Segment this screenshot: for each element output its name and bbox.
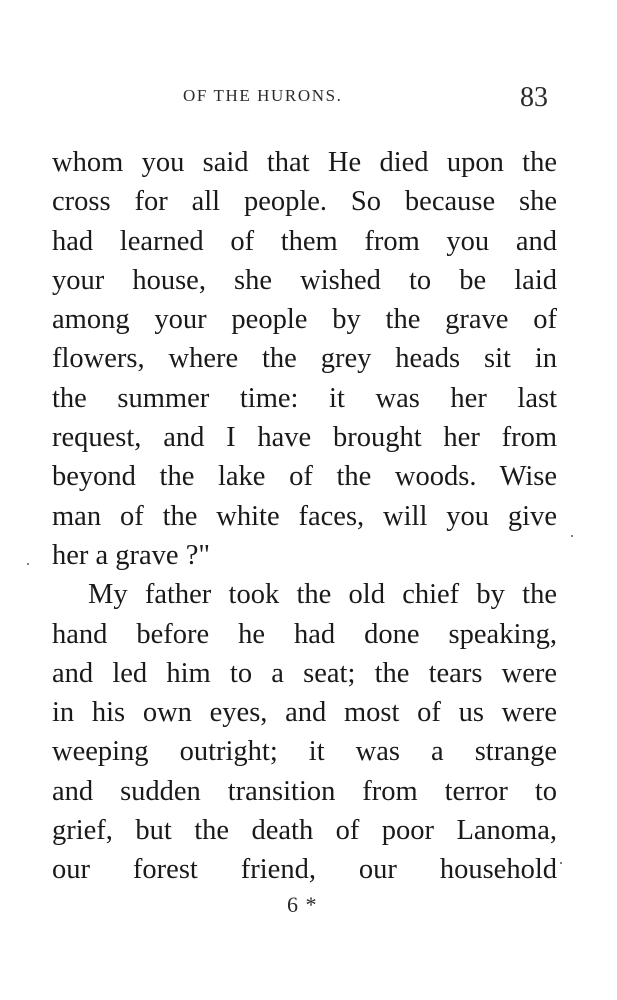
text-line: whom you said that He died upon the — [52, 147, 557, 178]
text-line: and led him to a seat; the tears were — [52, 657, 557, 689]
text-line: grief, but the death of poor Lanoma, — [52, 815, 557, 847]
text-line: request, and I have brought her from — [52, 422, 557, 454]
print-speck — [571, 535, 573, 537]
text-line: among your people by the grave of — [52, 304, 557, 336]
text-line: your house, she wished to be laid — [52, 264, 557, 296]
text-line: had learned of them from you and — [52, 225, 557, 257]
text-line: her a grave ?" — [52, 539, 210, 571]
text-line: man of the white faces, will you give — [52, 500, 557, 532]
text-line: in his own eyes, and most of us were — [52, 697, 557, 729]
paragraph-start-line: My father took the old chief by the — [88, 579, 557, 611]
page-number: 83 — [520, 82, 548, 113]
text-line: our forest friend, our household — [52, 854, 557, 886]
print-speck — [27, 563, 29, 565]
text-line: and sudden transition from terror to — [52, 775, 557, 807]
text-line: hand before he had done speaking, — [52, 618, 557, 650]
text-line: cross for all people. So because she — [52, 186, 557, 218]
print-speck — [560, 862, 562, 864]
text-line: flowers, where the grey heads sit in — [52, 343, 557, 375]
text-line: beyond the lake of the woods. Wise — [52, 461, 557, 493]
running-head: OF THE HURONS. — [183, 86, 343, 105]
body-text — [52, 143, 557, 890]
text-line: weeping outright; it was a strange — [52, 736, 557, 768]
signature-mark: 6 * — [287, 892, 318, 917]
text-line: the summer time: it was her last — [52, 382, 557, 414]
